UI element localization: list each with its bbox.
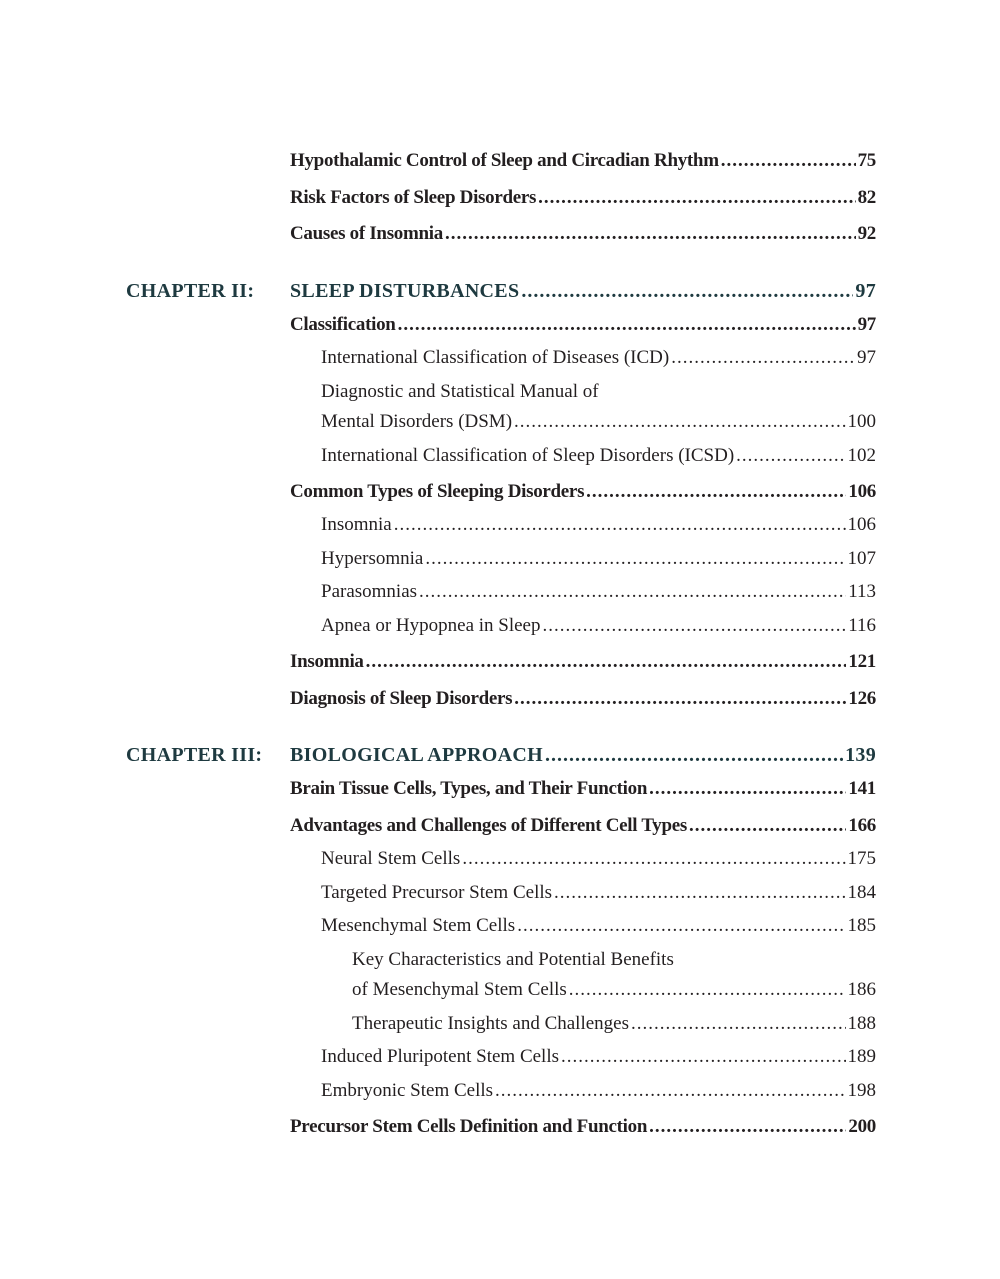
entry-title: Targeted Precursor Stem Cells: [321, 882, 553, 903]
entry-page: 113: [848, 581, 876, 602]
toc-entry[interactable]: [290, 186, 876, 210]
chapter-page: 139: [845, 744, 876, 766]
entry-page: 200: [848, 1116, 876, 1137]
dot-leader: [561, 1045, 845, 1069]
chapter-3-heading[interactable]: [290, 743, 876, 767]
dot-leader: [721, 149, 856, 173]
dot-leader: [538, 186, 855, 210]
entry-page: 107: [847, 548, 876, 569]
dot-leader: [394, 513, 846, 537]
toc-subentry[interactable]: [321, 410, 876, 434]
entry-title: of Mesenchymal Stem Cells: [352, 979, 567, 1000]
entry-page: 186: [847, 979, 876, 1000]
entry-page: 184: [847, 882, 876, 903]
toc-subentry[interactable]: [321, 881, 876, 905]
toc-subsubentry[interactable]: [352, 1012, 876, 1036]
dot-leader: [495, 1079, 845, 1103]
entry-title: Hypersomnia: [321, 548, 424, 569]
entry-page: 102: [847, 445, 876, 466]
dot-leader: [425, 547, 845, 571]
toc-subentry[interactable]: [321, 1045, 876, 1069]
chapter-2-label: CHAPTER II:: [126, 280, 255, 302]
toc-entry[interactable]: [290, 480, 876, 504]
dot-leader: [514, 687, 846, 711]
entry-page: 97: [857, 347, 876, 368]
entry-title: Induced Pluripotent Stem Cells: [321, 1046, 560, 1067]
dot-leader: [543, 614, 847, 638]
chapter-title: BIOLOGICAL APPROACH: [290, 744, 543, 766]
dot-leader: [586, 480, 846, 504]
entry-page: 188: [847, 1013, 876, 1034]
entry-title: Insomnia: [321, 514, 392, 535]
entry-title: Parasomnias: [321, 581, 418, 602]
toc-entry[interactable]: [290, 149, 876, 173]
entry-page: 106: [847, 514, 876, 535]
chapter-2-heading[interactable]: [290, 279, 876, 303]
entry-page: 121: [848, 651, 876, 672]
chapter-3-label: CHAPTER III:: [126, 744, 263, 766]
entry-title: Causes of Insomnia: [290, 223, 443, 244]
entry-title: Common Types of Sleeping Disorders: [290, 481, 585, 502]
toc-entry[interactable]: [290, 313, 876, 337]
toc-subentry[interactable]: [321, 547, 876, 571]
entry-page: 189: [847, 1046, 876, 1067]
entry-page: 106: [848, 481, 876, 502]
dot-leader: [545, 743, 843, 767]
entry-page: 92: [857, 223, 876, 244]
toc-subentry[interactable]: [321, 346, 876, 370]
dot-leader: [554, 881, 845, 905]
entry-title: Neural Stem Cells: [321, 848, 461, 869]
toc-entry[interactable]: [290, 777, 876, 801]
toc-entry[interactable]: [290, 814, 876, 838]
entry-page: 166: [848, 815, 876, 836]
toc-entry[interactable]: [290, 1115, 876, 1139]
dot-leader: [398, 313, 856, 337]
toc-entry[interactable]: [290, 687, 876, 711]
entry-title: International Classification of Diseases (ICD): [321, 347, 670, 368]
entry-page: 75: [857, 150, 876, 171]
entry-page: 100: [847, 411, 876, 432]
entry-title: Brain Tissue Cells, Types, and Their Function: [290, 778, 648, 799]
entry-title: Embryonic Stem Cells: [321, 1080, 494, 1101]
entry-title: Risk Factors of Sleep Disorders: [290, 187, 537, 208]
dot-leader: [514, 410, 845, 434]
dot-leader: [462, 847, 845, 871]
chapter-title: SLEEP DISTURBANCES: [290, 280, 520, 302]
entry-title: Precursor Stem Cells Definition and Function: [290, 1116, 648, 1137]
toc-subentry[interactable]: [321, 847, 876, 871]
entry-title-line1[interactable]: Key Characteristics and Potential Benefits: [352, 949, 674, 970]
dot-leader: [419, 580, 846, 604]
dot-leader: [649, 1115, 846, 1139]
chapter-page: 97: [855, 280, 876, 302]
entry-page: 141: [848, 778, 876, 799]
entry-page: 116: [848, 615, 876, 636]
toc-subentry[interactable]: [321, 580, 876, 604]
toc-subentry[interactable]: [321, 513, 876, 537]
dot-leader: [689, 814, 846, 838]
toc-subentry[interactable]: [321, 914, 876, 938]
toc-subentry[interactable]: [321, 444, 876, 468]
entry-title: Insomnia: [290, 651, 364, 672]
toc-entry[interactable]: [290, 650, 876, 674]
dot-leader: [521, 279, 853, 303]
toc-entry[interactable]: [290, 222, 876, 246]
entry-page: 175: [847, 848, 876, 869]
toc-subentry[interactable]: [321, 614, 876, 638]
entry-title: Classification: [290, 314, 396, 335]
toc-subsubentry[interactable]: [352, 978, 876, 1002]
dot-leader: [569, 978, 846, 1002]
entry-title: Hypothalamic Control of Sleep and Circadian Rhythm: [290, 150, 719, 171]
dot-leader: [631, 1012, 845, 1036]
toc-subentry[interactable]: [321, 1079, 876, 1103]
entry-page: 185: [847, 915, 876, 936]
dot-leader: [366, 650, 847, 674]
entry-page: 198: [847, 1080, 876, 1101]
entry-title: Mesenchymal Stem Cells: [321, 915, 516, 936]
entry-title: Advantages and Challenges of Different Cell Types: [290, 815, 687, 836]
entry-title: International Classification of Sleep Disorders (ICSD): [321, 445, 735, 466]
entry-title: Therapeutic Insights and Challenges: [352, 1013, 630, 1034]
entry-title: Diagnosis of Sleep Disorders: [290, 688, 513, 709]
dot-leader: [517, 914, 845, 938]
dot-leader: [445, 222, 856, 246]
entry-title-line1[interactable]: Diagnostic and Statistical Manual of: [321, 381, 599, 402]
entry-title: Apnea or Hypopnea in Sleep: [321, 615, 541, 636]
dot-leader: [671, 346, 855, 370]
entry-page: 126: [848, 688, 876, 709]
entry-title: Mental Disorders (DSM): [321, 411, 513, 432]
entry-page: 82: [857, 187, 876, 208]
dot-leader: [649, 777, 846, 801]
dot-leader: [736, 444, 845, 468]
entry-page: 97: [857, 314, 876, 335]
